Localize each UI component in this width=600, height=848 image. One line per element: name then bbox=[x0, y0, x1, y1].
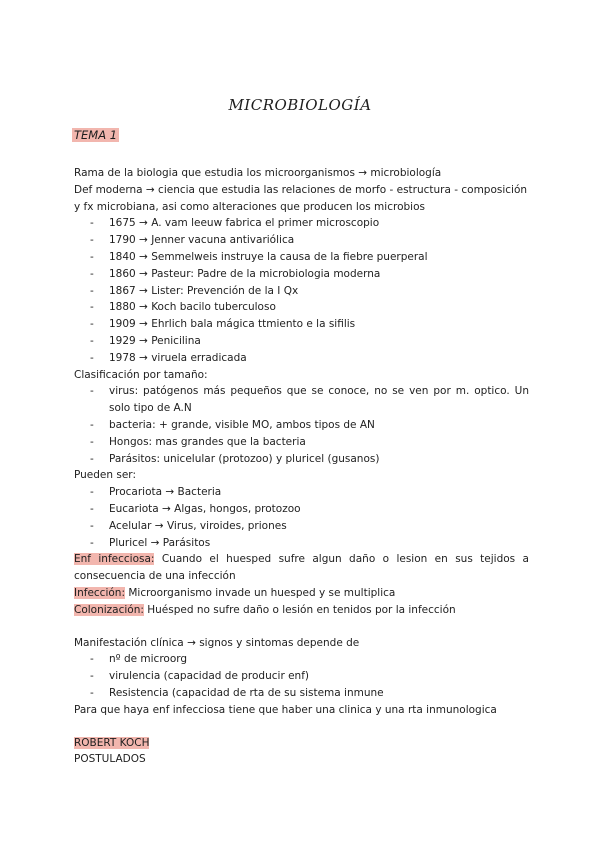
manifestation-heading: Manifestación clínica → signos y sintomas depende de bbox=[74, 636, 360, 649]
spacer bbox=[74, 619, 529, 635]
definition-text: Microorganismo invade un huesped y se multiplica bbox=[125, 586, 396, 599]
manifestation-list bbox=[74, 651, 529, 701]
list-item: - 1840 → Semmelweis instruye la causa de la fiebre puerperal bbox=[74, 249, 529, 266]
list-item: - Procariota → Bacteria bbox=[74, 484, 529, 501]
types-list bbox=[74, 484, 529, 551]
size-heading: Clasificación por tamaño: bbox=[74, 368, 208, 381]
intro-line: Rama de la biologia que estudia los microorganismos → microbiología bbox=[74, 167, 442, 179]
definition-enf-infecciosa bbox=[74, 551, 529, 585]
definition-text: Cuando el huesped sufre algun daño o lesion en sus tejidos a consecuencia de una infección bbox=[74, 553, 529, 583]
page-title: MICROBIOLOGÍA bbox=[228, 96, 372, 114]
highlighted-heading: ROBERT KOCH bbox=[74, 736, 150, 749]
spacer bbox=[74, 719, 529, 735]
highlighted-term: Enf infecciosa: bbox=[74, 553, 155, 566]
list-item: - Hongos: mas grandes que la bacteria bbox=[74, 434, 529, 451]
highlighted-term: Infección: bbox=[74, 586, 125, 599]
list-item: - Acelular → Virus, viroides, priones bbox=[74, 518, 529, 535]
size-list bbox=[74, 383, 529, 467]
definition-text: Huésped no sufre daño o lesión en tenidos por la infección bbox=[143, 603, 456, 616]
list-item: - 1675 → A. vam leeuw fabrica el primer microscopio bbox=[74, 215, 529, 232]
manifestation-conclusion: Para que haya enf infecciosa tiene que haber una clinica y una rta inmunologica bbox=[74, 703, 497, 716]
koch-heading bbox=[74, 735, 529, 752]
list-item: - 1978 → viruela erradicada bbox=[74, 350, 529, 367]
list-item: - 1929 → Penicilina bbox=[74, 333, 529, 350]
list-item: - virulencia (capacidad de producir enf) bbox=[74, 668, 529, 685]
history-list bbox=[74, 215, 529, 366]
types-heading: Pueden ser: bbox=[74, 469, 136, 482]
list-item: - 1860 → Pasteur: Padre de la microbiologia moderna bbox=[74, 266, 529, 283]
list-item: - Resistencia (capacidad de rta de su sistema inmune bbox=[74, 685, 529, 702]
definition-colonizacion bbox=[74, 602, 529, 619]
list-item: - nº de microorg bbox=[74, 651, 529, 668]
koch-subheading: POSTULADOS bbox=[74, 753, 146, 766]
highlighted-term: Colonización: bbox=[74, 603, 144, 616]
list-item: - 1880 → Koch bacilo tuberculoso bbox=[74, 299, 529, 316]
list-item: - Pluricel → Parásitos bbox=[74, 535, 529, 552]
list-item: - bacteria: + grande, visible MO, ambos tipos de AN bbox=[74, 417, 529, 434]
definition-infeccion bbox=[74, 585, 529, 602]
list-item: - 1867 → Lister: Prevención de la I Qx bbox=[74, 283, 529, 300]
section-label-tema: TEMA 1 bbox=[74, 128, 118, 142]
list-item: - 1790 → Jenner vacuna antivariólica bbox=[74, 232, 529, 249]
list-item: - Eucariota → Algas, hongos, protozoo bbox=[74, 501, 529, 518]
list-item: - Parásitos: unicelular (protozoo) y pluricel (gusanos) bbox=[74, 451, 529, 468]
intro-line: Def moderna → ciencia que estudia las relaciones de morfo - estructura - composición y fx microbiana, asi como alteraciones que producen los microbios bbox=[74, 183, 528, 213]
list-item: - 1909 → Ehrlich bala mágica ttmiento e la sifilis bbox=[74, 316, 529, 333]
document-body bbox=[74, 165, 529, 768]
list-item: - virus: patógenos más pequeños que se conoce, no se ven por m. optico. Un solo tipo de A.N bbox=[74, 383, 529, 417]
